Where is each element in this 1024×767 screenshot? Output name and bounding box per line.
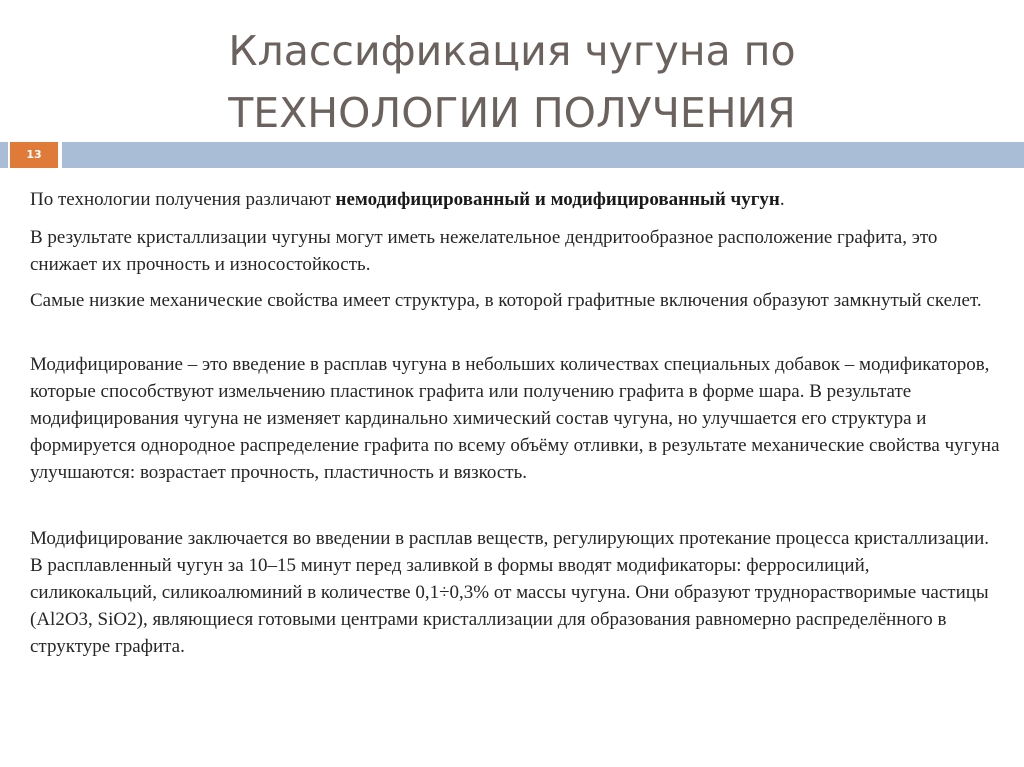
paragraph-5: Модифицирование заключается во введении в расплав веществ, регулирующих протекание процесса кристаллизации. В расплавленный чугун за 10–15 минут перед заливкой в формы вводят модификаторы: ферросилиций, силикокальций, силикоалюминий в количестве 0,1÷0,3% от массы чугуна. Они образуют труднорастворимые частицы (Al2O3, SiO2), являющиеся готовыми центрами кристаллизации для образования равномерно распределённого в структуре графита. [30, 528, 989, 657]
paragraph-1 [30, 186, 1000, 213]
paragraph-1-end: . [779, 189, 785, 210]
paragraph-1-bold: немодифицированный и модифицированный чугун [335, 189, 780, 210]
slide-title [0, 20, 1024, 144]
header-bar-right-segment [62, 142, 1024, 168]
paragraph-1-text: По технологии получения различают [30, 189, 336, 210]
slide-title-line-1: Классификация чугуна по [228, 27, 796, 75]
paragraph-2: В результате кристаллизации чугуны могут иметь нежелательное дендритообразное расположение графита, это снижает их прочность и износостойкость. [30, 227, 938, 275]
slide-title-line-2: ТЕХНОЛОГИИ ПОЛУЧЕНИЯ [228, 89, 796, 137]
paragraph-4: Модифицирование – это введение в расплав чугуна в небольших количествах специальных добавок – модификаторов, которые способствуют измельчению пластинок графита или получению графита в форме шара. В результате модифицирования чугуна не изменяет кардинально химический состав чугуна, но улучшается его структура и формируется однородное распределение графита по всему объёму отливки, в результате механические свойства чугуна улучшаются: возрастает прочность, пластичность и вязкость. [30, 354, 1000, 483]
header-bar-left-segment [0, 142, 8, 168]
paragraph-3: Самые низкие механические свойства имеет структура, в которой графитные включения образуют замкнутый скелет. [30, 290, 982, 311]
header-bar [0, 142, 1024, 168]
slide-content [0, 176, 1024, 767]
slide-number-badge: 13 [10, 142, 58, 168]
